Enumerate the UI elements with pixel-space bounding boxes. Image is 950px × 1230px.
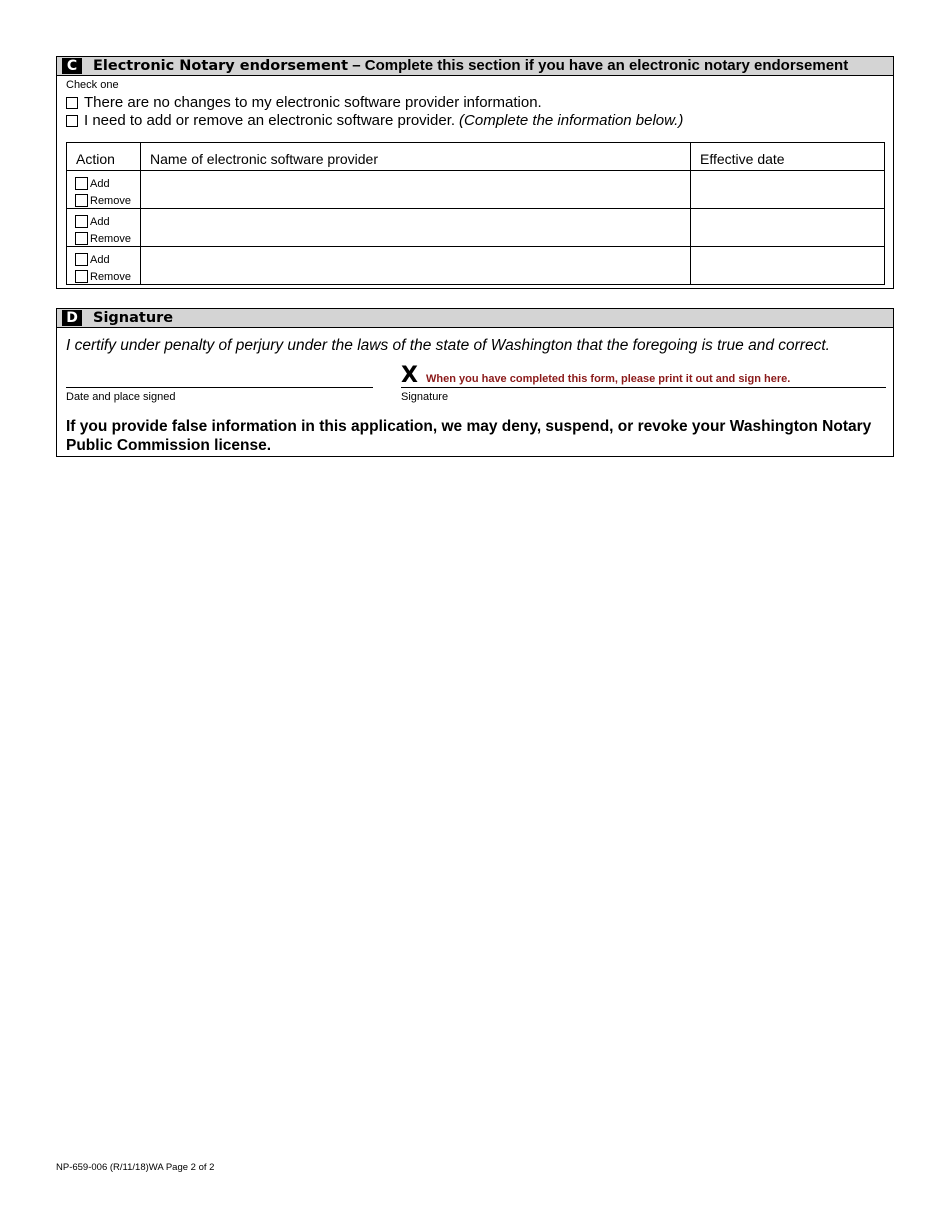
false-information-warning: If you provide false information in this application, we may deny, suspend, or revoke your Washington Notary Public Commission license. — [66, 418, 872, 454]
effective-date-field[interactable] — [691, 209, 885, 247]
remove-checkbox[interactable] — [75, 232, 88, 245]
section-c-title — [93, 57, 848, 75]
date-place-line[interactable] — [66, 387, 373, 388]
form-footer: NP-659-006 (R/11/18)WA Page 2 of 2 — [56, 1162, 215, 1173]
section-d-letter: D — [62, 310, 82, 326]
option-no-changes — [66, 94, 542, 111]
table-row — [67, 171, 885, 209]
option-add-remove — [66, 112, 683, 129]
remove-label: Remove — [90, 233, 131, 245]
section-c-electronic-notary — [56, 56, 894, 289]
date-place-label: Date and place signed — [66, 391, 176, 403]
signature-label: Signature — [401, 391, 449, 403]
provider-table — [66, 142, 885, 285]
signature-line[interactable] — [401, 387, 886, 388]
add-checkbox[interactable] — [75, 215, 88, 228]
table-row — [67, 209, 885, 247]
add-label: Add — [90, 216, 110, 228]
add-remove-checkbox[interactable] — [66, 115, 78, 127]
add-label: Add — [90, 254, 110, 266]
action-cell — [67, 209, 141, 247]
option-add-remove-label: I need to add or remove an electronic software provider. — [84, 112, 456, 129]
certify-statement: I certify under penalty of perjury under the laws of the state of Washington that the foregoing is true and correct. — [66, 337, 830, 354]
provider-name-field[interactable] — [141, 247, 691, 285]
section-c-header — [57, 57, 893, 76]
x-mark-icon: X — [401, 363, 418, 388]
provider-name-field[interactable] — [141, 171, 691, 209]
add-label: Add — [90, 178, 110, 190]
section-c-letter: C — [62, 58, 82, 74]
provider-name-field[interactable] — [141, 209, 691, 247]
add-checkbox[interactable] — [75, 177, 88, 190]
option-no-changes-label: There are no changes to my electronic software provider information. — [84, 94, 542, 111]
option-add-remove-note: (Complete the information below.) — [459, 112, 684, 129]
section-d-header — [57, 309, 893, 328]
section-c-title-rest: – Complete this section if you have an electronic notary endorsement — [348, 57, 849, 74]
effective-date-field[interactable] — [691, 247, 885, 285]
remove-label: Remove — [90, 195, 131, 207]
check-one-label: Check one — [66, 79, 119, 91]
section-d-signature — [56, 308, 894, 457]
action-cell — [67, 247, 141, 285]
section-d-title: Signature — [93, 310, 174, 326]
no-changes-checkbox[interactable] — [66, 97, 78, 109]
remove-checkbox[interactable] — [75, 270, 88, 283]
section-c-title-bold: Electronic Notary endorsement — [93, 58, 349, 74]
table-row — [67, 247, 885, 285]
sign-here-note: When you have completed this form, please print it out and sign here. — [426, 373, 791, 385]
provider-table-header — [67, 143, 885, 171]
effective-date-field[interactable] — [691, 171, 885, 209]
add-checkbox[interactable] — [75, 253, 88, 266]
remove-checkbox[interactable] — [75, 194, 88, 207]
remove-label: Remove — [90, 271, 131, 283]
action-cell — [67, 171, 141, 209]
header-action: Action — [67, 143, 141, 171]
header-effective-date: Effective date — [691, 143, 885, 171]
header-provider-name: Name of electronic software provider — [141, 143, 691, 171]
